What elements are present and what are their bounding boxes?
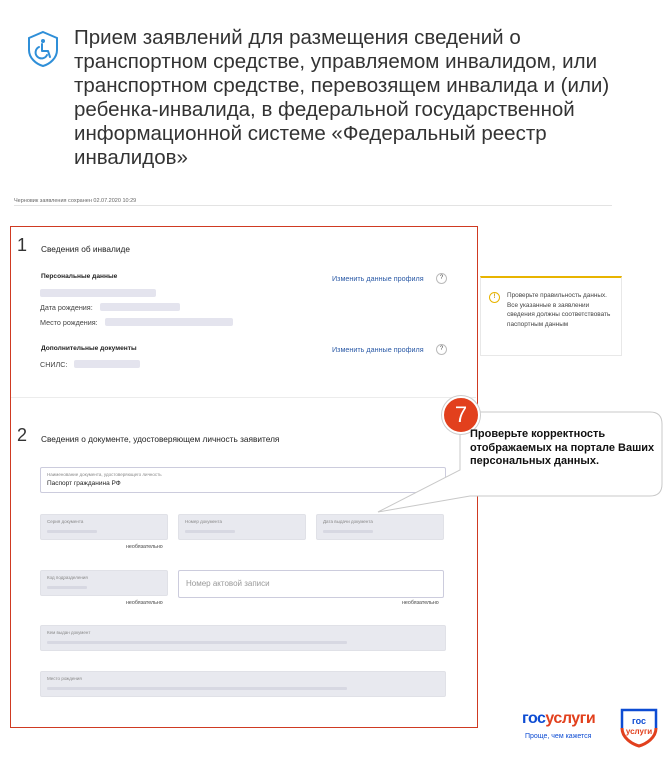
logo-tagline: Проще, чем кажется — [525, 733, 592, 740]
section-title-identity-document: Сведения о документе, удостоверяющем личность заявителя — [41, 434, 280, 444]
help-icon[interactable]: ? — [436, 273, 447, 284]
extra-documents-title: Дополнительные документы — [41, 345, 137, 352]
snils-label: СНИЛС: — [40, 360, 68, 369]
section-number-1: 1 — [17, 235, 28, 255]
gosuslugi-logo — [522, 704, 667, 762]
hint-box: ! Проверьте правильность данных. Все указанные в заявлении сведения должны соответствовать паспортным данным — [480, 276, 622, 356]
personal-data-title: Персональные данные — [41, 273, 118, 280]
issued-by-field[interactable]: Кем выдан документ — [40, 625, 446, 651]
section-number-2: 2 — [17, 425, 28, 445]
section-title-disabled-person: Сведения об инвалиде — [41, 244, 130, 254]
gosuslugi-emblem-icon — [616, 706, 662, 748]
document-series-field[interactable]: Серия документа — [40, 514, 168, 540]
draft-saved-status: Черновик заявления сохранен 02.07.2020 10:29 — [14, 198, 137, 204]
birth-place-field[interactable]: Место рождения — [40, 671, 446, 697]
optional-note: необязательно — [126, 600, 163, 606]
birth-date-label: Дата рождения: — [40, 303, 93, 312]
help-icon[interactable]: ? — [436, 344, 447, 355]
logo-wordmark: госуслуги — [522, 710, 596, 727]
edit-profile-link[interactable]: Изменить данные профиля — [332, 274, 424, 283]
document-number-field[interactable]: Номер документа — [178, 514, 306, 540]
optional-note: необязательно — [126, 544, 163, 550]
warning-icon: ! — [489, 292, 500, 303]
svg-text:гос: гос — [631, 716, 647, 726]
birth-place-label: Место рождения: — [40, 318, 98, 327]
step-badge: 7 — [442, 396, 480, 434]
callout-text: Проверьте корректность отображаемых на портале Ваших персональных данных. — [470, 428, 655, 467]
act-record-number-input[interactable]: Номер актовой записи — [178, 570, 444, 598]
issue-date-field[interactable]: Дата выдачи документа — [316, 514, 444, 540]
svg-text:услуги: услуги — [625, 727, 653, 736]
edit-profile-link-2[interactable]: Изменить данные профиля — [332, 345, 424, 354]
optional-note: необязательно — [402, 600, 439, 606]
division-code-field[interactable]: Код подразделения — [40, 570, 168, 596]
page-title: Прием заявлений для размещения сведений о транспортном средстве, управляемом инвалидом, или транспортном средстве, перевозящем инвалида и (или) ребенка-инвалида, в федеральной государственной информационной системе «Федеральный реестр инвалидов» — [74, 26, 610, 169]
document-name-field[interactable]: Наименование документа, удостоверяющего личность Паспорт гражданина РФ — [40, 467, 446, 493]
